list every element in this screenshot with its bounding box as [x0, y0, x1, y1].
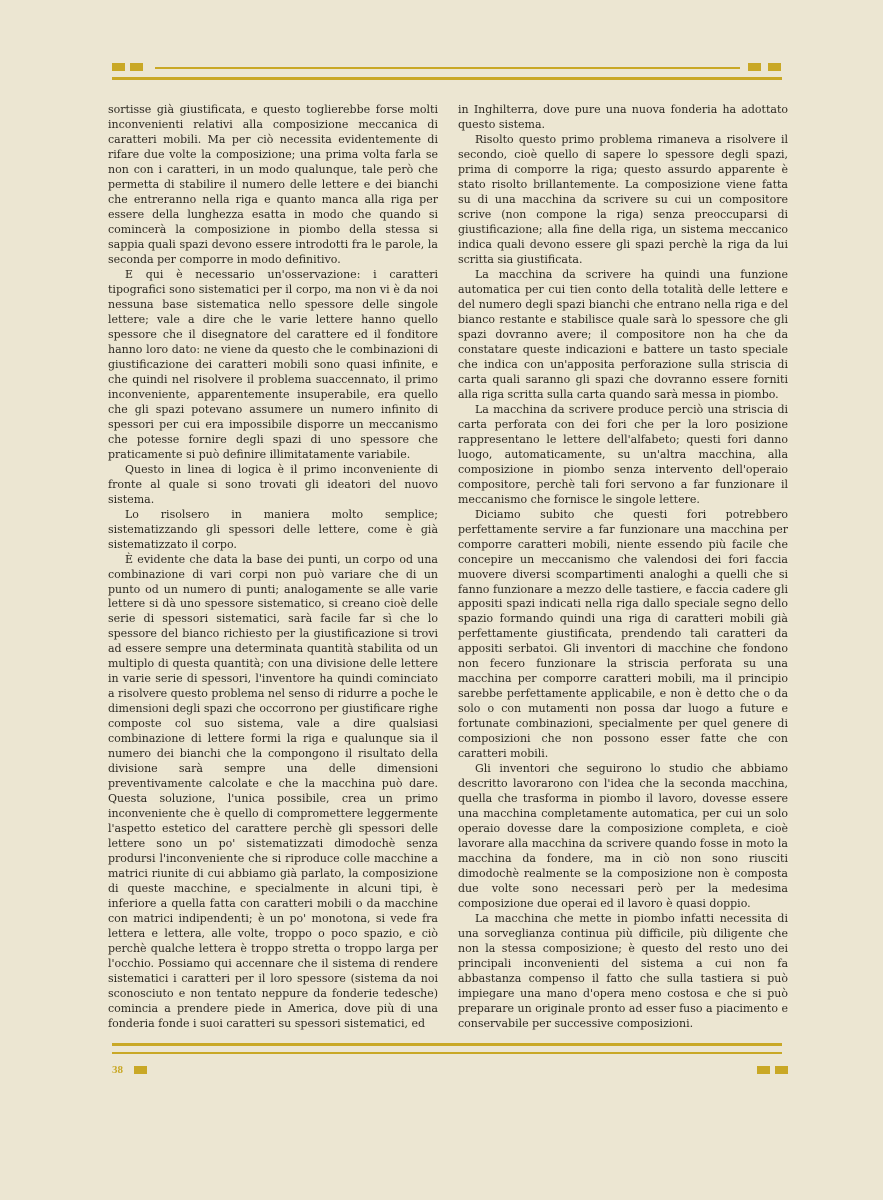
- bottom-thick-rule: [112, 1043, 782, 1046]
- paragraph: Risolto questo primo problema rimaneva a risolvere il secondo, cioè quello di sapere lo spessore degli spazi, prima di comporre la riga; questo assurdo apparente è stato risolto brillantemente. La composizione viene fatta su di una macchina da scrivere su cui un compositore scrive (non compone la riga) senza preoccuparsi di giustificazione; alla fine della riga, un sistema meccanico indica quali devono essere gli spazi perchè la riga da lui scritta sia giustificata.: [458, 132, 788, 266]
- top-thin-rule: [155, 67, 740, 69]
- bottom-right-block-1: [757, 1066, 770, 1074]
- top-thick-rule: [112, 77, 782, 80]
- paragraph: E qui è necessario un'osservazione: i caratteri tipografici sono sistematici per il corpo, ma non vi è da noi nessuna base sistematica nello spessore delle singole lettere; vale a dire che le varie lettere hanno quello spessore che il disegnatore del carattere ed il fonditore hanno loro dato: ne viene da questo che le combinazioni di giustificazione dei caratteri mobili sono quasi infinite, e che quindi nel risolvere il problema suaccennato, il primo inconveniente, apparentemente insuperabile, era quello che gli spazi potevano assumere un numero infinito di spessori per cui era impossibile disporre un meccanismo che potesse fornire degli spazi di uno spessore che praticamente si può definire illimitatamente variabile.: [108, 267, 438, 461]
- paragraph: in Inghilterra, dove pure una nuova fonderia ha adottato questo sistema.: [458, 103, 788, 131]
- top-right-block-2: [768, 63, 781, 71]
- bottom-left-block: [134, 1066, 147, 1074]
- left-column: [108, 103, 438, 1032]
- bottom-thin-rule: [112, 1052, 782, 1054]
- page-number: 38: [112, 1064, 123, 1076]
- right-column: [458, 103, 788, 1032]
- top-left-block-2: [130, 63, 143, 71]
- bottom-right-block-2: [775, 1066, 788, 1074]
- top-left-block-1: [112, 63, 125, 71]
- paragraph: Questo in linea di logica è il primo inconveniente di fronte al quale si sono trovati gli ideatori del nuovo sistema.: [108, 462, 438, 506]
- paragraph: Diciamo subito che questi fori potrebbero perfettamente servire a far funzionare una macchina per comporre caratteri mobili, niente essendo più facile che concepire un meccanismo che valendosi dei fori faccia muovere diversi scompartimenti analoghi a quelli che si fanno funzionare a mezzo delle tastiere, e faccia cadere gli appositi spazi indicati nella riga dallo speciale segno dello spazio formando quindi una riga di caratteri mobili già perfettamente giustificata, prendendo tali caratteri da appositi serbatoi. Gli inventori di macchine che fondono non fecero funzionare la striscia perforata su una macchina per comporre caratteri mobili, ma il principio sarebbe perfettamente applicabile, e non è detto che o da solo o con mutamenti non possa dar luogo a future e fortunate combinazioni, specialmente per quel genere di composizioni che non possono esser fatte che con caratteri mobili.: [458, 507, 788, 761]
- paragraph: La macchina da scrivere ha quindi una funzione automatica per cui tien conto della totalità delle lettere e del numero degli spazi bianchi che entrano nella riga e del bianco restante e stabilisce quale sarà lo spessore che gli spazi dovranno avere; il compositore non ha che da constatare queste indicazioni e battere un tasto speciale che indica con un'apposita perforazione sulla striscia di carta quali saranno gli spazi che dovranno essere forniti alla riga scritta sulla carta quando sarà messa in piombo.: [458, 267, 788, 401]
- paragraph: Gli inventori che seguirono lo studio che abbiamo descritto lavorarono con l'idea che la seconda macchina, quella che trasforma in piombo il lavoro, dovesse essere una macchina completamente automatica, per cui un solo operaio dovesse dare la composizione completa, e cioè lavorare alla macchina da scrivere quando fosse in moto la macchina da fondere, ma in ciò non sono riusciti dimodochè realmente se la composizione non è composta due volte sono necessari però per la medesima composizione due operai ed il lavoro è quasi doppio.: [458, 762, 788, 911]
- paragraph: La macchina da scrivere produce perciò una striscia di carta perforata con dei fori che per la loro posizione rappresentano le lettere dell'alfabeto; questi fori danno luogo, automaticamente, su un'altra macchina, alla composizione in piombo senza intervento dell'operaio compositore, perchè tali fori servono a far funzionare il meccanismo che fornisce le singole lettere.: [458, 402, 788, 506]
- paragraph: La macchina che mette in piombo infatti necessita di una sorveglianza continua più difficile, più diligente che non la stessa composizione; è questo del resto uno dei principali inconvenienti del sistema a cui non fa abbastanza compenso il fatto che sulla tastiera si può impiegare una mano d'opera meno costosa e che si può preparare un originale pronto ad esser fuso a piacimento e conservabile per successive composizioni.: [458, 912, 788, 1031]
- top-right-block-1: [748, 63, 761, 71]
- paragraph: È evidente che data la base dei punti, un corpo od una combinazione di vari corpi non può variare che di un punto od un numero di punti; analogamente se alle varie lettere si dà uno spessore sistematico, si creano cioè delle serie di spessori sistematici, sarà facile far sì che lo spessore del bianco richiesto per la giustificazione si trovi ad essere sempre una determinata quantità stabilita od un multiplo di questa quantità; con una divisione delle lettere in varie serie di spessori, l'inventore ha quindi cominciato a risolvere questo problema nel senso di ridurre a poche le dimensioni degli spazi che occorrono per giustificare righe composte col suo sistema, vale a dire qualsiasi combinazione di lettere formi la riga e qualunque sia il numero dei bianchi che la compongono il risultato della divisione sarà sempre una delle dimensioni preventivamente calcolate e che la macchina può dare. Questa soluzione, l'unica possibile, crea un primo inconveniente che è quello di compromettere leggermente l'aspetto estetico del carattere perchè gli spessori delle lettere sono un po' sistematizzati dimodochè senza prodursi l'inconveniente che si riproduce colle macchine a matrici riunite di cui abbiamo già parlato, la composizione di queste macchine, e specialmente in alcuni tipi, è inferiore a quella fatta con caratteri mobili o da macchine con matrici indipendenti; è un po' monotona, si vede fra lettera e lettera, alle volte, troppo o poco spazio, e ciò perchè qualche lettera è troppo stretta o troppo larga per l'occhio. Possiamo qui accennare che il sistema di rendere sistematici i caratteri per il loro spessore (sistema da noi sconosciuto e non tentato neppure da fonderie tedesche) comincia a prendere piede in America, dove più di una fonderia fonde i suoi caratteri su spessori sistematici, ed: [108, 552, 438, 1031]
- paragraph: Lo risolsero in maniera molto semplice; sistematizzando gli spessori delle lettere, come è già sistematizzato il corpo.: [108, 507, 438, 551]
- paragraph: sortisse già giustificata, e questo toglierebbe forse molti inconvenienti relativi alla composizione meccanica di caratteri mobili. Ma per ciò necessita evidentemente di rifare due volte la composizione; una prima volta farla se non con i caratteri, in un modo qualunque, tale però che permetta di stabilire il numero delle lettere e dei bianchi che entreranno nella riga e quanto manca alla riga per essere della lunghezza esatta in modo che quando si comincerà la composizione in piombo della stessa si sappia quali spazi devono essere introdotti fra le parole, la seconda per comporre in modo definitivo.: [108, 103, 438, 266]
